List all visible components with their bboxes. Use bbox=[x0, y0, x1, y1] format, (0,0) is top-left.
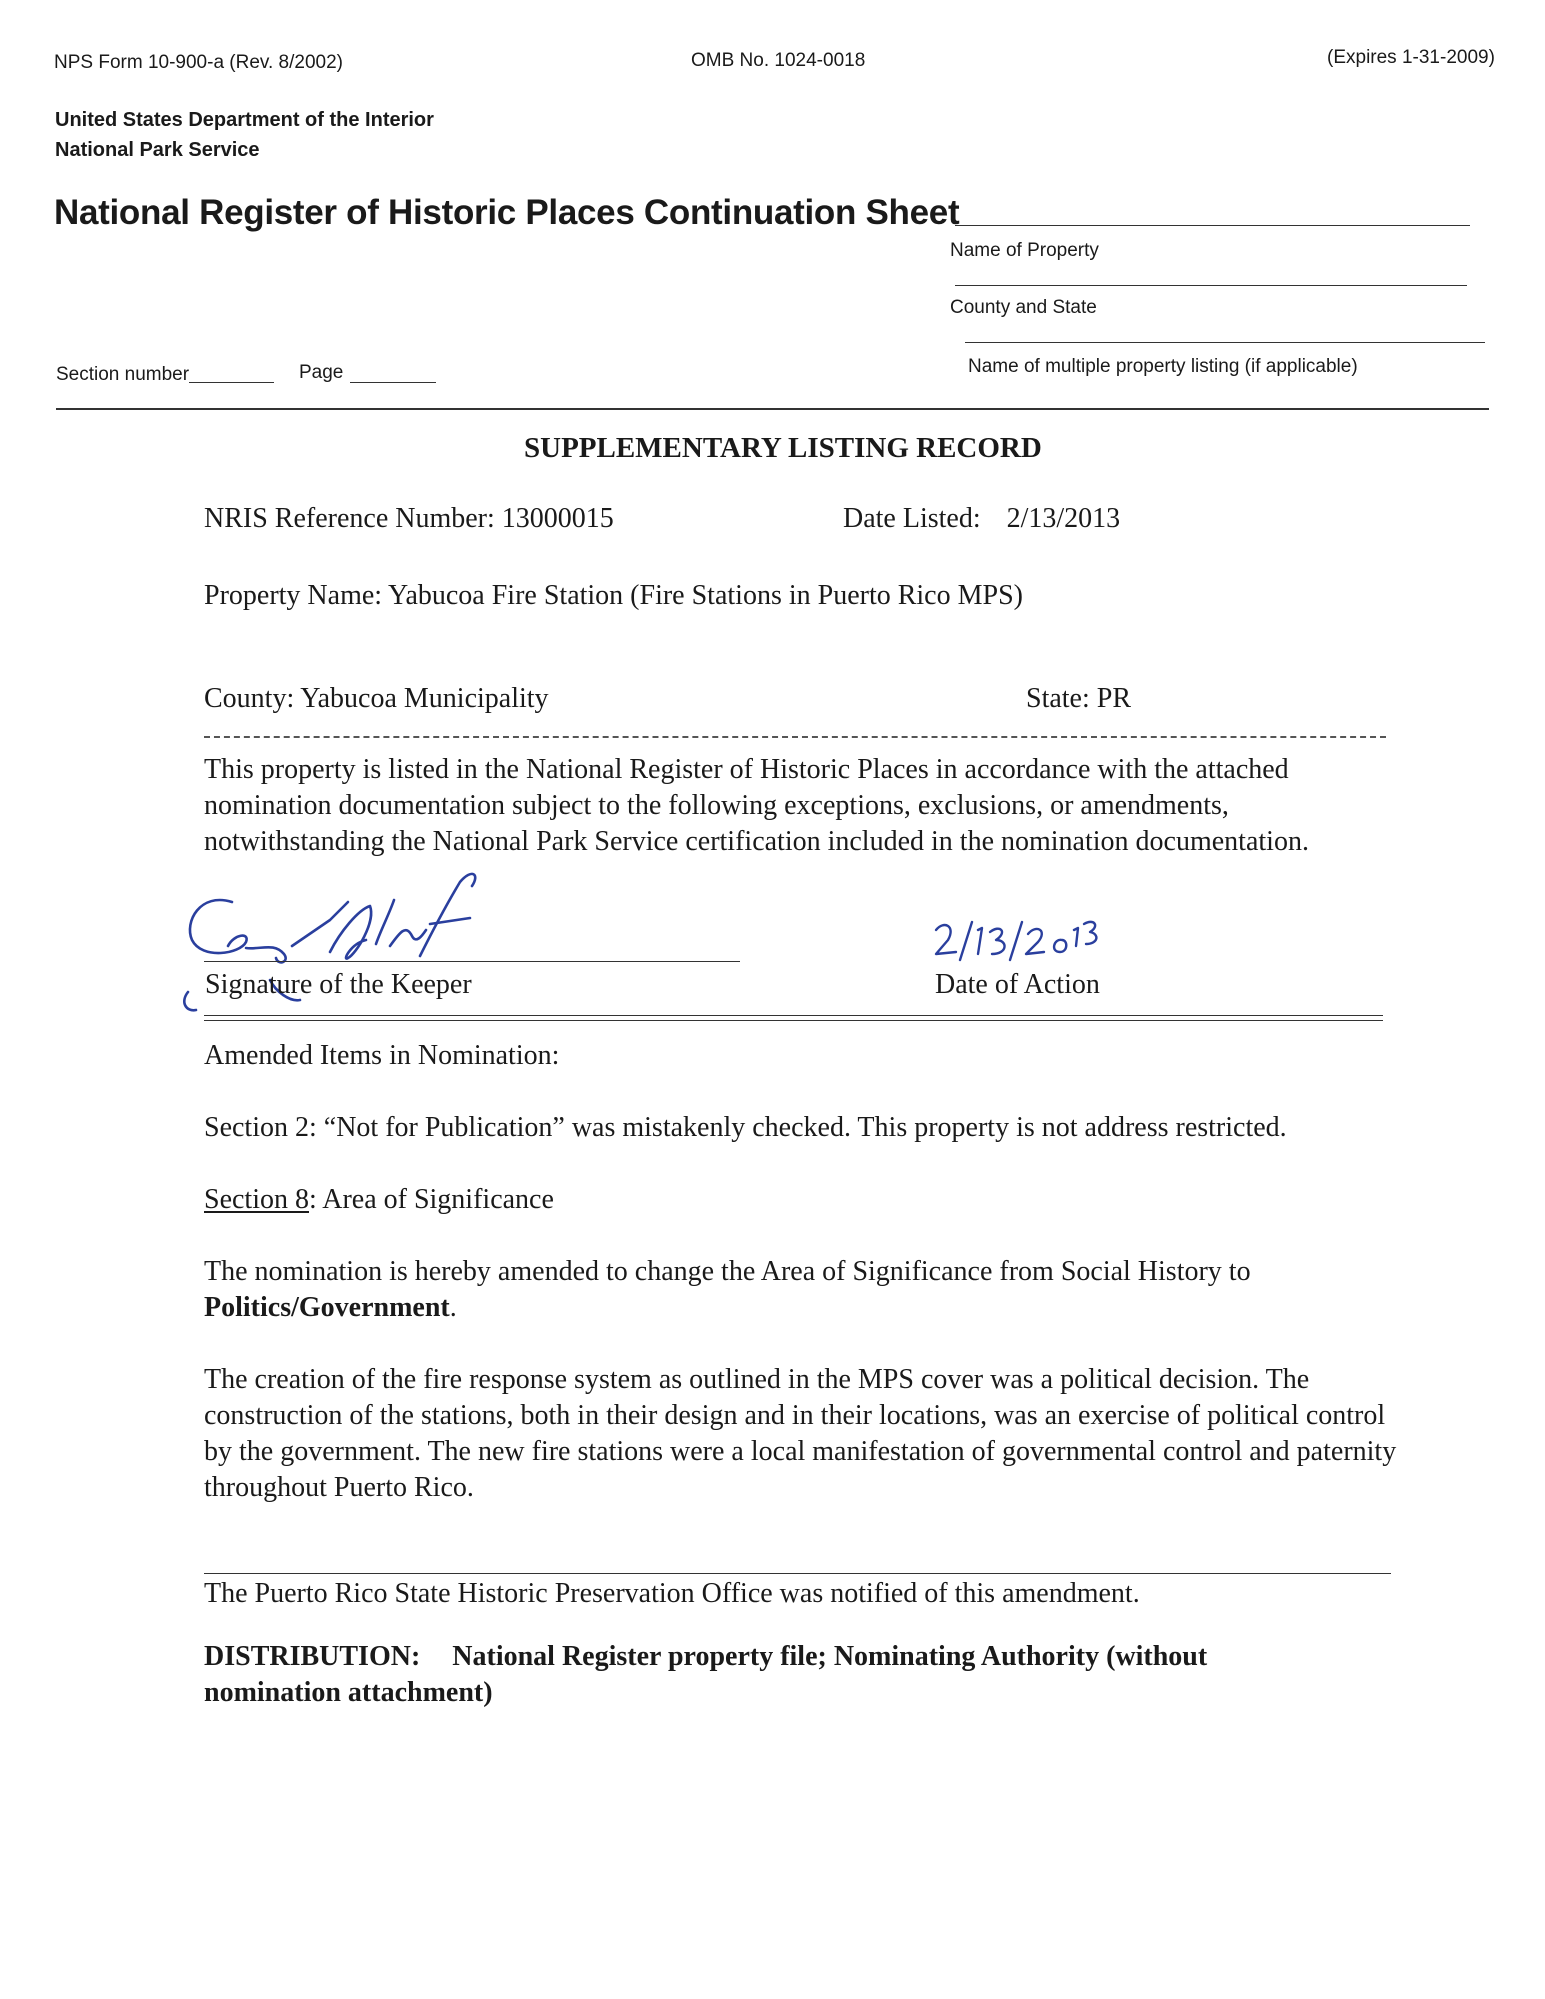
section-number-field bbox=[189, 382, 274, 383]
new-area-of-significance: Politics/Government bbox=[204, 1292, 450, 1323]
amendment-text bbox=[204, 1254, 1399, 1326]
amendment-period: . bbox=[449, 1292, 457, 1323]
section-8-label: Section 8 bbox=[204, 1184, 309, 1215]
date-listed bbox=[843, 501, 1120, 537]
form-number: NPS Form 10-900-a (Rev. 8/2002) bbox=[54, 52, 343, 73]
page-label: Page bbox=[299, 362, 344, 383]
signature-divider-top bbox=[204, 1015, 1383, 1016]
date-of-action-label: Date of Action bbox=[935, 969, 1100, 1000]
state-label: State: bbox=[1026, 683, 1090, 714]
signature-label: Signature of the Keeper bbox=[205, 969, 472, 1000]
multiple-listing-label: Name of multiple property listing (if applicable) bbox=[968, 356, 1358, 377]
keeper-signature bbox=[180, 862, 540, 1032]
county-label: County: bbox=[204, 683, 295, 714]
page-field bbox=[350, 382, 436, 383]
header-divider bbox=[56, 408, 1489, 410]
nris-value: 13000015 bbox=[501, 503, 614, 534]
amendment-explanation: The creation of the fire response system as outlined in the MPS cover was a political decision. The construction of the stations, both in their design and in their locations, was an exercise of political control by the government. The new fire stations were a local manifestation of governmental control and paternity throughout Puerto Rico. bbox=[204, 1364, 1397, 1503]
nris-label: NRIS Reference Number: bbox=[204, 503, 495, 534]
page-title: National Register of Historic Places Continuation Sheet bbox=[54, 193, 960, 232]
distribution bbox=[204, 1639, 1324, 1711]
listing-statement: This property is listed in the National Register of Historic Places in accordance with the attached nomination documentation subject to the following exceptions, exclusions, or amendments, notwithstanding the National Park Service certification included in the nomination documentation. bbox=[204, 754, 1309, 857]
distribution-text: National Register property file; Nominating Authority (without nomination attachment) bbox=[204, 1641, 1208, 1708]
date-listed-value: 2/13/2013 bbox=[1006, 503, 1121, 534]
omb-number: OMB No. 1024-0018 bbox=[691, 50, 866, 71]
signature-divider-bottom bbox=[204, 1020, 1383, 1021]
date-listed-label: Date Listed: bbox=[843, 503, 981, 534]
county-state-label: County and State bbox=[950, 297, 1097, 318]
state bbox=[1026, 681, 1131, 717]
section-number-label: Section number bbox=[56, 364, 190, 385]
name-of-property-label: Name of Property bbox=[950, 240, 1099, 261]
section-2-amendment: Section 2: “Not for Publication” was mistakenly checked. This property is not address restricted. bbox=[204, 1112, 1287, 1143]
amendment-sentence: The nomination is hereby amended to change the Area of Significance from Social History to bbox=[204, 1256, 1251, 1287]
section-8-amendment bbox=[204, 1182, 554, 1218]
county-state-line bbox=[955, 285, 1467, 286]
distribution-label: DISTRIBUTION: bbox=[204, 1641, 421, 1672]
expires-date: (Expires 1-31-2009) bbox=[1327, 47, 1495, 68]
state-value: PR bbox=[1096, 683, 1132, 714]
service-name: National Park Service bbox=[55, 139, 260, 161]
handwritten-date-of-action bbox=[930, 918, 1100, 966]
section-8-topic: : Area of Significance bbox=[309, 1184, 554, 1215]
property-name-label: Property Name: bbox=[204, 580, 383, 611]
name-of-property-line bbox=[955, 225, 1470, 226]
county bbox=[204, 681, 549, 717]
nris-reference bbox=[204, 501, 614, 537]
property-name-value: Yabucoa Fire Station (Fire Stations in Puerto Rico MPS) bbox=[388, 580, 1023, 611]
dashed-divider bbox=[204, 736, 1386, 738]
amended-items-heading: Amended Items in Nomination: bbox=[204, 1040, 560, 1071]
multiple-listing-line bbox=[965, 342, 1485, 343]
signature-line bbox=[204, 961, 740, 962]
shpo-notification: The Puerto Rico State Historic Preservation Office was notified of this amendment. bbox=[204, 1578, 1140, 1609]
record-heading: SUPPLEMENTARY LISTING RECORD bbox=[524, 432, 1042, 464]
notification-divider bbox=[204, 1573, 1391, 1574]
department-name: United States Department of the Interior bbox=[55, 109, 434, 131]
property-name bbox=[204, 578, 1023, 614]
county-value: Yabucoa Municipality bbox=[300, 683, 549, 714]
